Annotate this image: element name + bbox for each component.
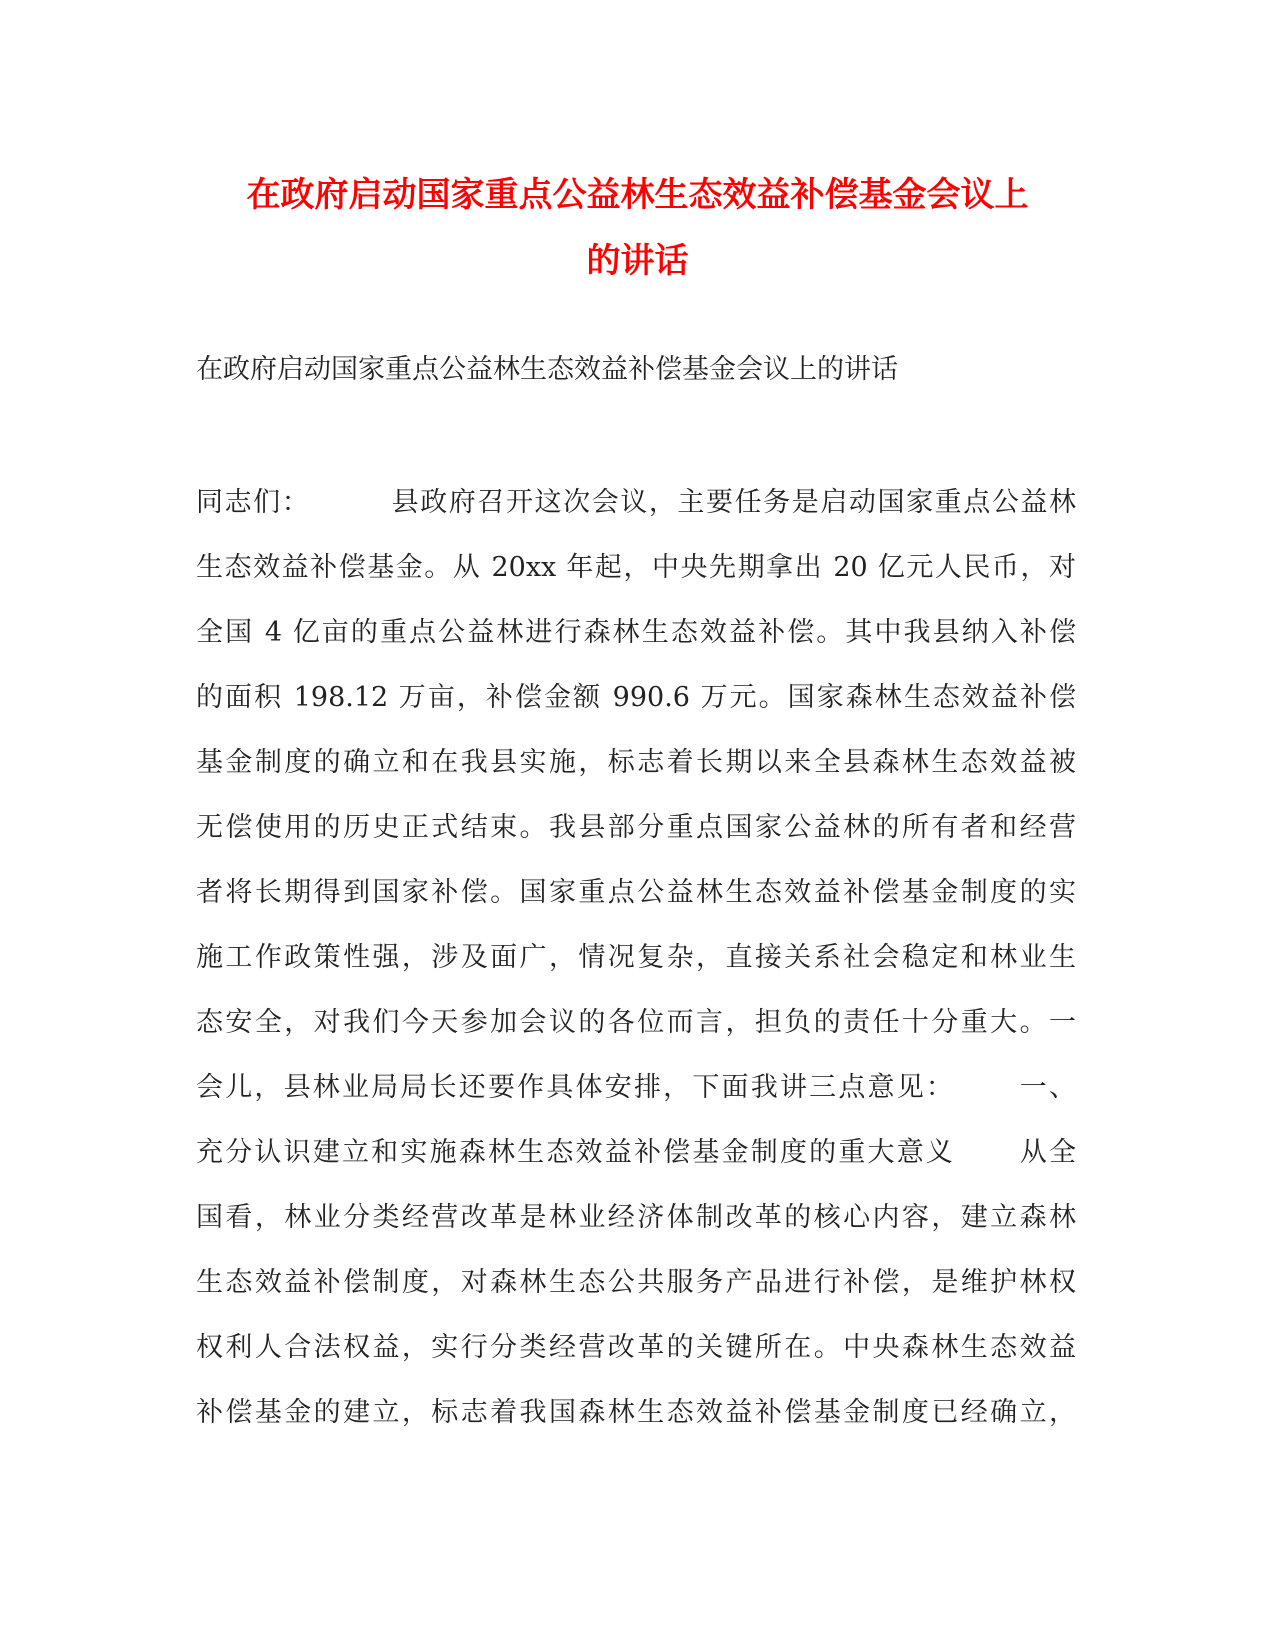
body-line: 会儿，县林业局局长还要作具体安排，下面我讲三点意见： 一、 [196,1072,1076,1103]
body-line: 态安全，对我们今天参加会议的各位而言，担负的责任十分重大。一 [196,1007,1076,1038]
body-line: 权利人合法权益，实行分类经营改革的关键所在。中央森林生态效益 [196,1332,1076,1363]
body-line: 补偿基金的建立，标志着我国森林生态效益补偿基金制度已经确立， [196,1397,1076,1428]
body-line: 施工作政策性强，涉及面广，情况复杂，直接关系社会稳定和林业生 [196,942,1076,973]
document-subtitle: 在政府启动国家重点公益林生态效益补偿基金会议上的讲话 [196,354,898,385]
body-line: 充分认识建立和实施森林生态效益补偿基金制度的重大意义 从全 [196,1137,1076,1168]
body-line: 生态效益补偿制度，对森林生态公共服务产品进行补偿，是维护林权 [196,1267,1076,1298]
body-line: 无偿使用的历史正式结束。我县部分重点国家公益林的所有者和经营 [196,812,1076,843]
body-line: 同志们： 县政府召开这次会议，主要任务是启动国家重点公益林 [196,487,1076,518]
body-line: 基金制度的确立和在我县实施，标志着长期以来全县森林生态效益被 [196,747,1076,778]
body-line: 生态效益补偿基金。从 20xx 年起，中央先期拿出 20 亿元人民币，对 [196,552,1076,583]
document-title-line-2: 的讲话 [586,241,689,281]
body-line: 国看，林业分类经营改革是林业经济体制改革的核心内容，建立森林 [196,1202,1076,1233]
document-body [196,470,1076,1445]
document-title-line-1: 在政府启动国家重点公益林生态效益补偿基金会议上 [246,175,1029,215]
body-line: 的面积 198.12 万亩，补偿金额 990.6 万元。国家森林生态效益补偿 [196,682,1076,713]
body-line: 者将长期得到国家补偿。国家重点公益林生态效益补偿基金制度的实 [196,877,1076,908]
body-line: 全国 4 亿亩的重点公益林进行森林生态效益补偿。其中我县纳入补偿 [196,617,1076,648]
